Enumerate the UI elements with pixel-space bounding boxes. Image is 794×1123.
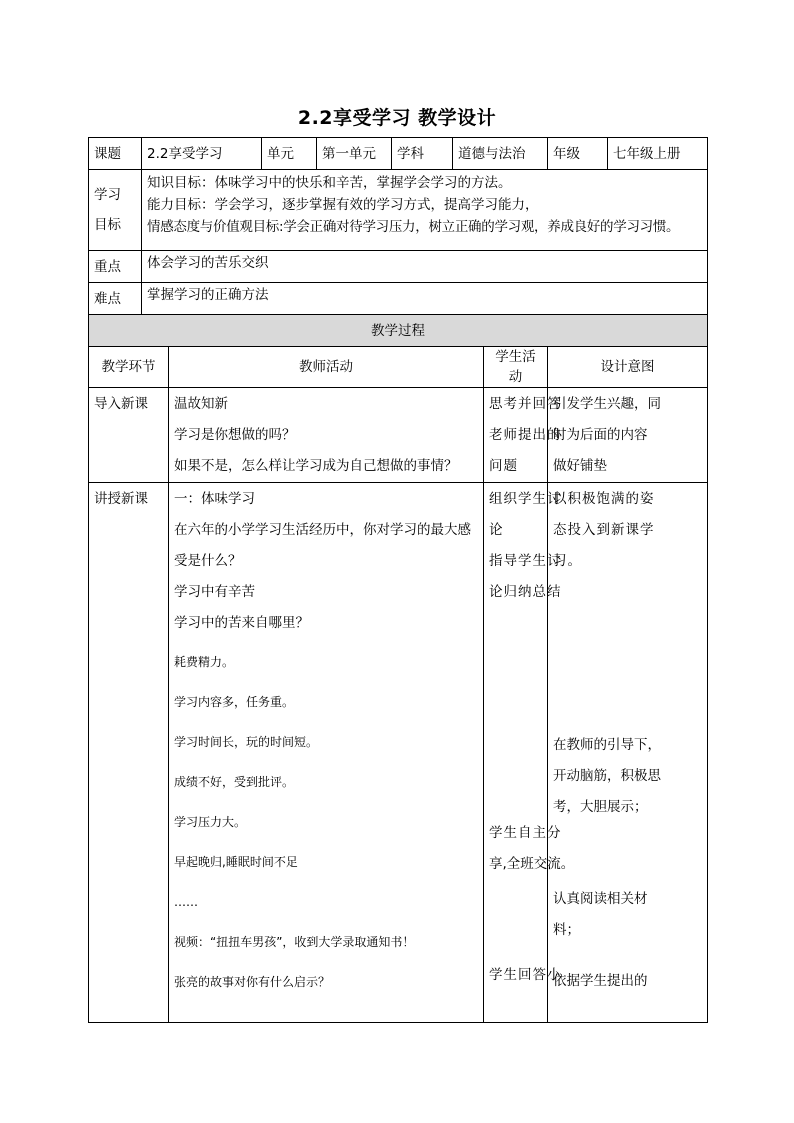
intent-line: 以积极饱满的姿 xyxy=(553,491,655,507)
topic-value: 2.2享受学习 xyxy=(142,138,262,170)
student-line: 组织学生讨 xyxy=(489,491,562,507)
header-stage: 教学环节 xyxy=(89,347,169,388)
teacher-line: 学习中有辛苦 xyxy=(174,584,255,600)
info-row xyxy=(89,138,708,170)
difficulty-row xyxy=(89,283,708,315)
header-student: 学生活动 xyxy=(484,347,548,388)
teacher-line: 学习中的苦来自哪里？ xyxy=(174,615,309,631)
grade-value: 七年级上册 xyxy=(608,138,708,170)
intent-block-read xyxy=(553,889,702,971)
knowledge-goal: 知识目标：体味学习中的快乐和辛苦，掌握学会学习的方法。 xyxy=(147,175,512,191)
intent-line: 在教师的引导下， xyxy=(553,737,662,753)
intro-teacher-line: 温故知新 xyxy=(174,396,228,412)
goals-label-line2: 目标 xyxy=(94,217,121,233)
teacher-line: 一：体味学习 xyxy=(174,491,255,507)
subject-label: 学科 xyxy=(392,138,453,170)
lecture-teacher xyxy=(169,483,484,1023)
student-line: 享,全班交流。 xyxy=(489,856,575,872)
key-point-row xyxy=(89,251,708,283)
intro-intent-line: 做好铺垫 xyxy=(553,458,608,474)
topic-label: 课题 xyxy=(89,138,142,170)
lecture-student xyxy=(484,483,575,1023)
lecture-stage-text: 讲授新课 xyxy=(94,491,148,507)
intro-teacher-line: 如果不是，怎么样让学习成为自己想做的事情？ xyxy=(174,458,458,474)
student-line: 学生自主分 xyxy=(489,825,562,841)
intro-intent-line: 引发学生兴趣，同 xyxy=(553,396,662,412)
student-line: 学生回答小 xyxy=(489,967,562,983)
teacher-detail-line: …… xyxy=(174,895,198,909)
teacher-detail-line: 成绩不好，受到批评。 xyxy=(174,775,295,789)
intent-line: 考，大胆展示； xyxy=(553,799,648,815)
intro-student-line: 思考并回答 xyxy=(489,396,562,412)
teacher-detail-line: 视频：“扭扭车男孩”，收到大学录取通知书！ xyxy=(174,935,415,949)
student-line: 指导学生讨 xyxy=(489,553,562,569)
unit-value: 第一单元 xyxy=(317,138,392,170)
intent-line: 依据学生提出的 xyxy=(553,973,648,989)
lecture-intent xyxy=(548,483,708,1023)
goals-label xyxy=(89,170,142,251)
intent-line: 习。 xyxy=(553,553,583,569)
student-line: 论归纳总结 xyxy=(489,584,562,600)
intro-teacher-line: 学习是你想做的吗？ xyxy=(174,427,296,443)
process-header-row xyxy=(89,347,708,388)
intent-block-top xyxy=(553,489,702,735)
key-point-value: 体会学习的苦乐交织 xyxy=(142,251,708,283)
student-line: 论 xyxy=(489,522,504,538)
intro-stage-text: 导入新课 xyxy=(94,396,148,412)
teacher-detail-line: 耗费精力。 xyxy=(174,655,235,669)
goals-row xyxy=(89,170,708,251)
header-teacher: 教师活动 xyxy=(169,347,484,388)
header-intent: 设计意图 xyxy=(548,347,708,388)
document-title: 2.2享受学习 教学设计 xyxy=(297,107,497,129)
intro-intent-line: 时为后面的内容 xyxy=(553,427,648,443)
intro-row xyxy=(89,388,708,483)
lecture-stage xyxy=(89,483,169,1023)
student-block-top xyxy=(489,489,562,823)
subject-value: 道德与法治 xyxy=(453,138,548,170)
teacher-line: 在六年的小学学习生活经历中，你对学习的最大感 xyxy=(174,522,471,538)
teacher-detail-line: 学习压力大。 xyxy=(174,815,247,829)
intro-stage xyxy=(89,388,169,483)
teacher-detail-line: 张亮的故事对你有什么启示？ xyxy=(174,975,331,989)
intro-intent xyxy=(548,388,708,483)
intent-line: 开动脑筋，积极思 xyxy=(553,768,662,784)
intro-student xyxy=(484,388,562,483)
grade-label: 年级 xyxy=(548,138,608,170)
difficulty-label: 难点 xyxy=(89,283,142,315)
process-section-title: 教学过程 xyxy=(89,315,708,347)
goals-label-line1: 学习 xyxy=(94,187,121,203)
difficulty-value: 掌握学习的正确方法 xyxy=(142,283,708,315)
lesson-plan-table xyxy=(88,137,708,1023)
intent-line: 态投入到新课学 xyxy=(553,522,655,538)
process-title-row xyxy=(89,315,708,347)
lecture-row xyxy=(89,483,708,1023)
unit-label: 单元 xyxy=(262,138,317,170)
intro-teacher xyxy=(169,388,484,483)
intent-block-bottom xyxy=(553,971,702,991)
teacher-detail-line: 学习时间长，玩的时间短。 xyxy=(174,735,319,749)
teacher-detail-line: 学习内容多，任务重。 xyxy=(174,695,295,709)
student-block-mid xyxy=(489,823,575,965)
attitude-goal: 情感态度与价值观目标:学会正确对待学习压力，树立正确的学习观，养成良好的学习习惯。 xyxy=(147,219,680,235)
goals-content xyxy=(142,170,708,251)
student-block-bottom xyxy=(489,965,562,985)
key-point-label: 重点 xyxy=(89,251,142,283)
teacher-detail-line: 早起晚归,睡眠时间不足 xyxy=(174,855,298,869)
intent-line: 认真阅读相关材 xyxy=(553,891,648,907)
intent-block-mid xyxy=(553,735,702,889)
ability-goal: 能力目标：学会学习，逐步掌握有效的学习方式，提高学习能力， xyxy=(147,197,539,213)
teacher-line: 受是什么？ xyxy=(174,553,242,569)
intro-student-line: 老师提出的 xyxy=(489,427,562,443)
intro-student-line: 问题 xyxy=(489,458,519,474)
intent-line: 料； xyxy=(553,922,581,938)
